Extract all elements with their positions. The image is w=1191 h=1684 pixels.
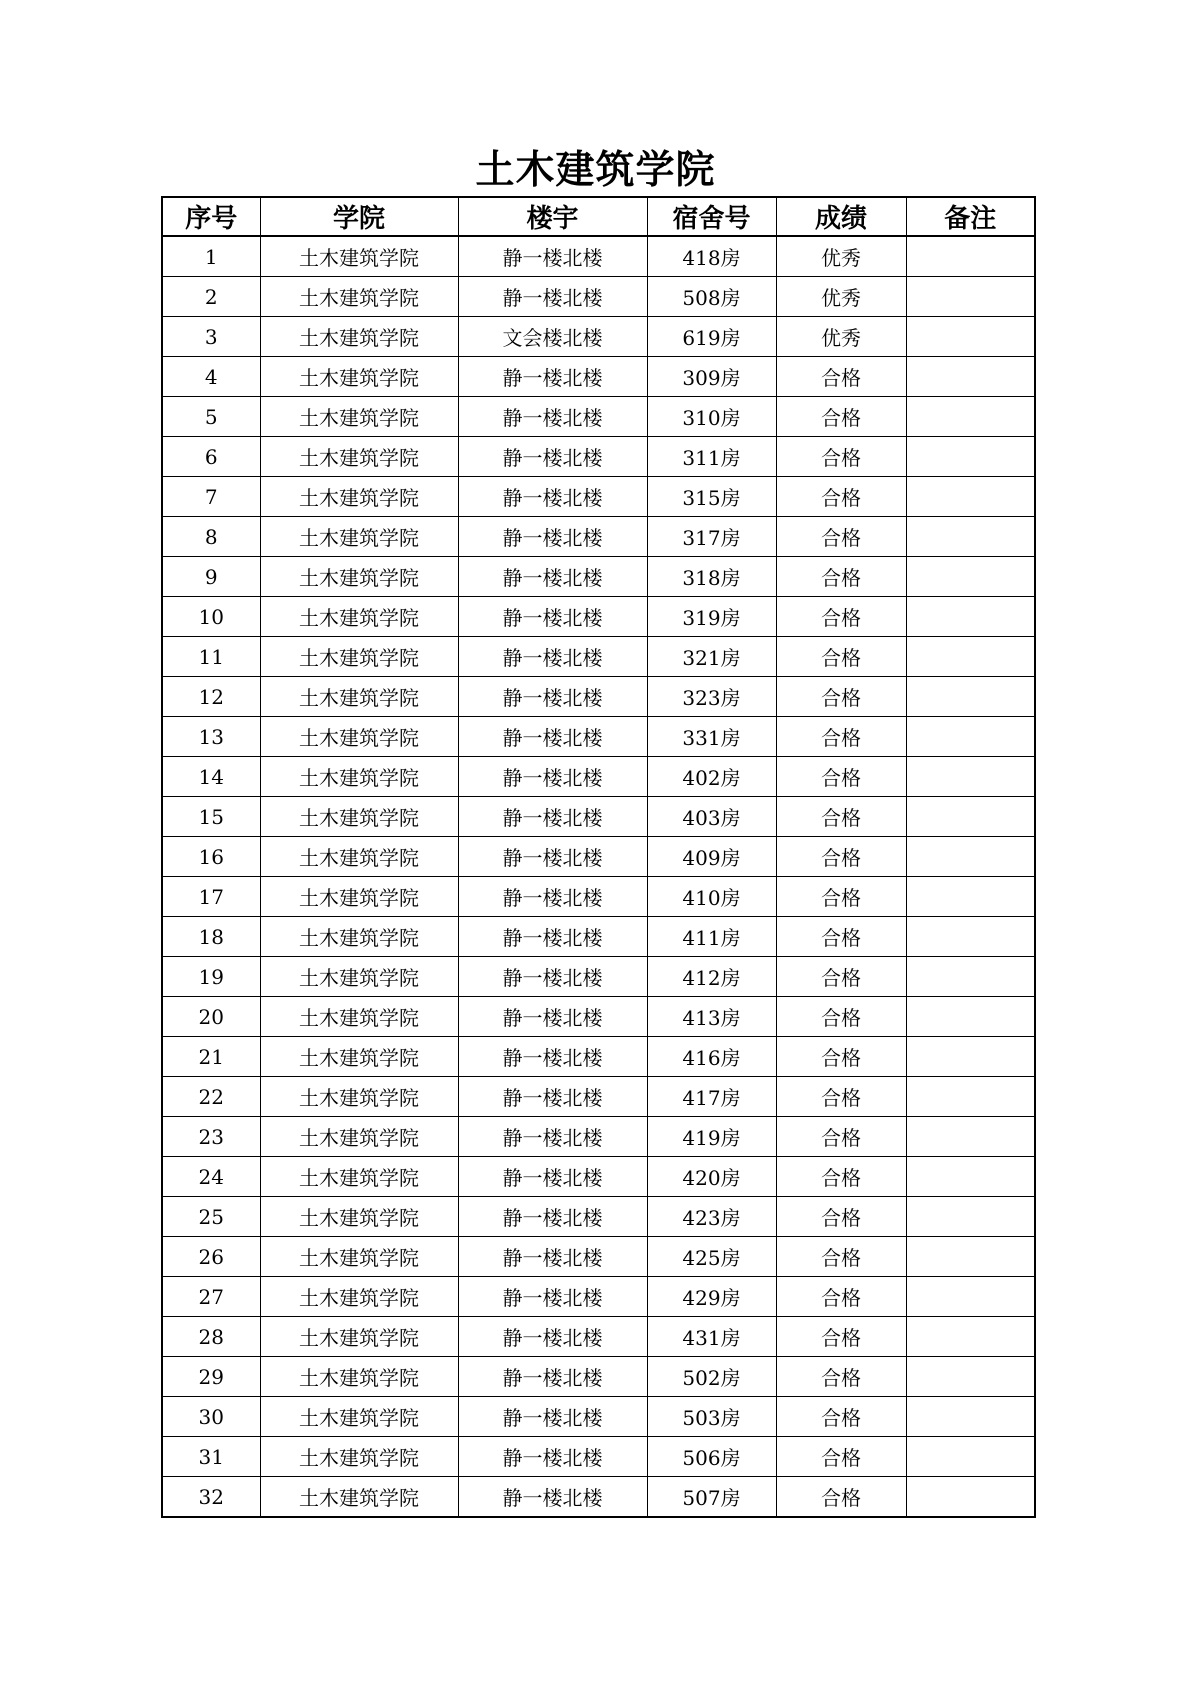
cell-remark (906, 957, 1035, 997)
cell-remark (906, 717, 1035, 757)
cell-college: 土木建筑学院 (260, 917, 458, 957)
header-college: 学院 (260, 197, 458, 236)
cell-college: 土木建筑学院 (260, 597, 458, 637)
cell-college: 土木建筑学院 (260, 1437, 458, 1477)
cell-no: 23 (162, 1117, 260, 1157)
cell-grade: 合格 (776, 597, 906, 637)
cell-grade: 合格 (776, 637, 906, 677)
cell-remark (906, 637, 1035, 677)
cell-building: 静一楼北楼 (458, 1117, 647, 1157)
cell-remark (906, 1117, 1035, 1157)
cell-remark (906, 797, 1035, 837)
table-row (162, 917, 1035, 957)
cell-remark (906, 236, 1035, 277)
cell-college: 土木建筑学院 (260, 837, 458, 877)
cell-grade: 合格 (776, 837, 906, 877)
cell-room: 431房 (647, 1317, 776, 1357)
cell-college: 土木建筑学院 (260, 236, 458, 277)
cell-remark (906, 1077, 1035, 1117)
table-row (162, 717, 1035, 757)
cell-remark (906, 1237, 1035, 1277)
cell-college: 土木建筑学院 (260, 1037, 458, 1077)
cell-grade: 优秀 (776, 277, 906, 317)
cell-building: 静一楼北楼 (458, 837, 647, 877)
cell-room: 402房 (647, 757, 776, 797)
cell-room: 619房 (647, 317, 776, 357)
cell-no: 16 (162, 837, 260, 877)
cell-building: 静一楼北楼 (458, 277, 647, 317)
cell-room: 311房 (647, 437, 776, 477)
table-row (162, 477, 1035, 517)
table-row (162, 1477, 1035, 1518)
table-row (162, 277, 1035, 317)
cell-college: 土木建筑学院 (260, 1237, 458, 1277)
cell-room: 419房 (647, 1117, 776, 1157)
cell-room: 403房 (647, 797, 776, 837)
cell-grade: 合格 (776, 677, 906, 717)
cell-remark (906, 1197, 1035, 1237)
cell-no: 22 (162, 1077, 260, 1117)
cell-no: 32 (162, 1477, 260, 1518)
cell-building: 静一楼北楼 (458, 1437, 647, 1477)
cell-building: 静一楼北楼 (458, 677, 647, 717)
cell-room: 416房 (647, 1037, 776, 1077)
table-header-row (162, 197, 1035, 236)
cell-college: 土木建筑学院 (260, 1317, 458, 1357)
cell-college: 土木建筑学院 (260, 717, 458, 757)
table-row (162, 877, 1035, 917)
cell-remark (906, 1397, 1035, 1437)
cell-room: 413房 (647, 997, 776, 1037)
cell-remark (906, 877, 1035, 917)
table-row (162, 797, 1035, 837)
cell-building: 静一楼北楼 (458, 957, 647, 997)
cell-college: 土木建筑学院 (260, 277, 458, 317)
cell-no: 21 (162, 1037, 260, 1077)
table-row (162, 557, 1035, 597)
cell-room: 502房 (647, 1357, 776, 1397)
cell-college: 土木建筑学院 (260, 437, 458, 477)
cell-building: 静一楼北楼 (458, 597, 647, 637)
cell-remark (906, 1157, 1035, 1197)
cell-room: 420房 (647, 1157, 776, 1197)
cell-grade: 合格 (776, 517, 906, 557)
cell-room: 410房 (647, 877, 776, 917)
cell-no: 9 (162, 557, 260, 597)
cell-remark (906, 757, 1035, 797)
header-remark: 备注 (906, 197, 1035, 236)
cell-no: 27 (162, 1277, 260, 1317)
cell-room: 411房 (647, 917, 776, 957)
table-row (162, 1277, 1035, 1317)
cell-no: 7 (162, 477, 260, 517)
table-row (162, 1197, 1035, 1237)
cell-no: 10 (162, 597, 260, 637)
header-building: 楼宇 (458, 197, 647, 236)
cell-no: 13 (162, 717, 260, 757)
table-row (162, 357, 1035, 397)
cell-room: 323房 (647, 677, 776, 717)
cell-grade: 合格 (776, 1197, 906, 1237)
table-row (162, 1317, 1035, 1357)
cell-building: 静一楼北楼 (458, 517, 647, 557)
cell-building: 静一楼北楼 (458, 797, 647, 837)
cell-building: 静一楼北楼 (458, 717, 647, 757)
cell-no: 28 (162, 1317, 260, 1357)
cell-remark (906, 1277, 1035, 1317)
header-grade: 成绩 (776, 197, 906, 236)
table-row (162, 517, 1035, 557)
cell-grade: 合格 (776, 1037, 906, 1077)
cell-building: 静一楼北楼 (458, 1317, 647, 1357)
cell-building: 静一楼北楼 (458, 437, 647, 477)
cell-building: 静一楼北楼 (458, 557, 647, 597)
cell-grade: 合格 (776, 1077, 906, 1117)
cell-grade: 合格 (776, 1237, 906, 1277)
cell-no: 14 (162, 757, 260, 797)
cell-building: 静一楼北楼 (458, 1197, 647, 1237)
cell-grade: 合格 (776, 397, 906, 437)
cell-college: 土木建筑学院 (260, 357, 458, 397)
cell-no: 30 (162, 1397, 260, 1437)
cell-building: 静一楼北楼 (458, 1157, 647, 1197)
cell-room: 417房 (647, 1077, 776, 1117)
cell-remark (906, 597, 1035, 637)
cell-no: 26 (162, 1237, 260, 1277)
cell-room: 317房 (647, 517, 776, 557)
cell-college: 土木建筑学院 (260, 397, 458, 437)
cell-college: 土木建筑学院 (260, 1477, 458, 1518)
cell-remark (906, 1037, 1035, 1077)
cell-building: 静一楼北楼 (458, 1077, 647, 1117)
cell-building: 静一楼北楼 (458, 1477, 647, 1518)
cell-grade: 合格 (776, 997, 906, 1037)
cell-remark (906, 397, 1035, 437)
cell-no: 17 (162, 877, 260, 917)
table-row (162, 957, 1035, 997)
cell-room: 507房 (647, 1477, 776, 1518)
table-body (162, 236, 1035, 1517)
cell-no: 4 (162, 357, 260, 397)
cell-no: 11 (162, 637, 260, 677)
table-row (162, 1397, 1035, 1437)
cell-grade: 合格 (776, 717, 906, 757)
cell-room: 319房 (647, 597, 776, 637)
cell-grade: 合格 (776, 957, 906, 997)
cell-room: 409房 (647, 837, 776, 877)
cell-room: 506房 (647, 1437, 776, 1477)
cell-remark (906, 517, 1035, 557)
cell-college: 土木建筑学院 (260, 1357, 458, 1397)
table-row (162, 437, 1035, 477)
cell-grade: 合格 (776, 877, 906, 917)
table-row (162, 757, 1035, 797)
table-row (162, 637, 1035, 677)
table-row (162, 597, 1035, 637)
cell-grade: 合格 (776, 1277, 906, 1317)
cell-building: 静一楼北楼 (458, 477, 647, 517)
cell-remark (906, 1357, 1035, 1397)
table-row (162, 236, 1035, 277)
cell-grade: 合格 (776, 757, 906, 797)
cell-college: 土木建筑学院 (260, 1197, 458, 1237)
cell-college: 土木建筑学院 (260, 1077, 458, 1117)
cell-remark (906, 277, 1035, 317)
cell-no: 12 (162, 677, 260, 717)
cell-no: 1 (162, 236, 260, 277)
cell-college: 土木建筑学院 (260, 1397, 458, 1437)
cell-room: 318房 (647, 557, 776, 597)
cell-grade: 合格 (776, 557, 906, 597)
cell-college: 土木建筑学院 (260, 997, 458, 1037)
table-row (162, 1077, 1035, 1117)
header-no: 序号 (162, 197, 260, 236)
cell-grade: 合格 (776, 477, 906, 517)
cell-college: 土木建筑学院 (260, 757, 458, 797)
cell-room: 321房 (647, 637, 776, 677)
cell-building: 静一楼北楼 (458, 1037, 647, 1077)
cell-no: 29 (162, 1357, 260, 1397)
cell-room: 423房 (647, 1197, 776, 1237)
cell-no: 25 (162, 1197, 260, 1237)
cell-no: 3 (162, 317, 260, 357)
cell-remark (906, 677, 1035, 717)
cell-no: 31 (162, 1437, 260, 1477)
cell-room: 429房 (647, 1277, 776, 1317)
cell-building: 静一楼北楼 (458, 236, 647, 277)
cell-building: 静一楼北楼 (458, 917, 647, 957)
cell-college: 土木建筑学院 (260, 957, 458, 997)
cell-room: 503房 (647, 1397, 776, 1437)
table-row (162, 1357, 1035, 1397)
table-row (162, 317, 1035, 357)
cell-remark (906, 477, 1035, 517)
cell-no: 2 (162, 277, 260, 317)
cell-no: 5 (162, 397, 260, 437)
cell-remark (906, 1477, 1035, 1518)
cell-grade: 合格 (776, 1357, 906, 1397)
cell-grade: 合格 (776, 1117, 906, 1157)
cell-no: 15 (162, 797, 260, 837)
cell-college: 土木建筑学院 (260, 517, 458, 557)
cell-remark (906, 357, 1035, 397)
cell-college: 土木建筑学院 (260, 477, 458, 517)
cell-college: 土木建筑学院 (260, 317, 458, 357)
cell-remark (906, 317, 1035, 357)
table-row (162, 677, 1035, 717)
cell-building: 静一楼北楼 (458, 1397, 647, 1437)
cell-college: 土木建筑学院 (260, 557, 458, 597)
cell-college: 土木建筑学院 (260, 1157, 458, 1197)
cell-room: 315房 (647, 477, 776, 517)
cell-grade: 合格 (776, 1437, 906, 1477)
cell-room: 508房 (647, 277, 776, 317)
cell-college: 土木建筑学院 (260, 1117, 458, 1157)
cell-building: 静一楼北楼 (458, 637, 647, 677)
cell-room: 425房 (647, 1237, 776, 1277)
dormitory-grade-table (161, 196, 1036, 1518)
table-row (162, 1157, 1035, 1197)
table-row (162, 1037, 1035, 1077)
table-row (162, 397, 1035, 437)
table-row (162, 1437, 1035, 1477)
cell-grade: 合格 (776, 1317, 906, 1357)
cell-grade: 合格 (776, 357, 906, 397)
cell-no: 24 (162, 1157, 260, 1197)
cell-remark (906, 1317, 1035, 1357)
table-row (162, 1117, 1035, 1157)
cell-grade: 合格 (776, 437, 906, 477)
cell-room: 418房 (647, 236, 776, 277)
cell-remark (906, 437, 1035, 477)
cell-building: 静一楼北楼 (458, 397, 647, 437)
cell-college: 土木建筑学院 (260, 637, 458, 677)
cell-room: 310房 (647, 397, 776, 437)
cell-grade: 合格 (776, 797, 906, 837)
table-row (162, 997, 1035, 1037)
cell-remark (906, 997, 1035, 1037)
cell-remark (906, 837, 1035, 877)
cell-building: 静一楼北楼 (458, 1357, 647, 1397)
cell-building: 静一楼北楼 (458, 997, 647, 1037)
cell-no: 19 (162, 957, 260, 997)
table-row (162, 1237, 1035, 1277)
cell-grade: 优秀 (776, 236, 906, 277)
cell-room: 309房 (647, 357, 776, 397)
page-title: 土木建筑学院 (475, 148, 716, 193)
header-room: 宿舍号 (647, 197, 776, 236)
cell-remark (906, 1437, 1035, 1477)
cell-building: 文会楼北楼 (458, 317, 647, 357)
cell-remark (906, 917, 1035, 957)
cell-remark (906, 557, 1035, 597)
cell-building: 静一楼北楼 (458, 357, 647, 397)
cell-grade: 合格 (776, 1157, 906, 1197)
cell-grade: 合格 (776, 1397, 906, 1437)
cell-building: 静一楼北楼 (458, 877, 647, 917)
cell-grade: 合格 (776, 1477, 906, 1518)
cell-college: 土木建筑学院 (260, 677, 458, 717)
cell-no: 8 (162, 517, 260, 557)
cell-grade: 优秀 (776, 317, 906, 357)
cell-room: 412房 (647, 957, 776, 997)
cell-building: 静一楼北楼 (458, 1277, 647, 1317)
cell-no: 20 (162, 997, 260, 1037)
cell-grade: 合格 (776, 917, 906, 957)
cell-room: 331房 (647, 717, 776, 757)
cell-college: 土木建筑学院 (260, 797, 458, 837)
cell-no: 6 (162, 437, 260, 477)
cell-college: 土木建筑学院 (260, 877, 458, 917)
cell-no: 18 (162, 917, 260, 957)
cell-college: 土木建筑学院 (260, 1277, 458, 1317)
cell-building: 静一楼北楼 (458, 1237, 647, 1277)
cell-building: 静一楼北楼 (458, 757, 647, 797)
table-row (162, 837, 1035, 877)
